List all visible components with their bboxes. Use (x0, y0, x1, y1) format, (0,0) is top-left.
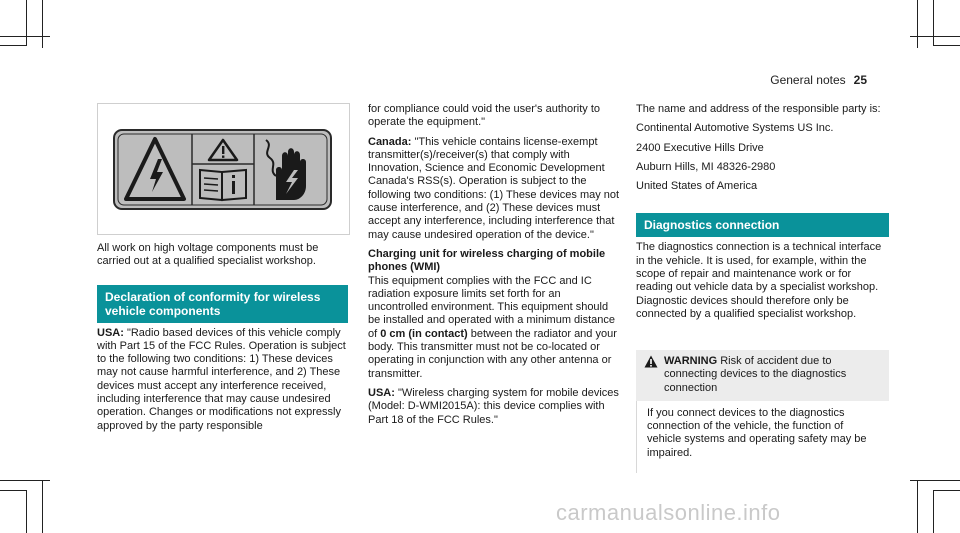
warning-label: WARNING (664, 355, 718, 367)
warning-triangle-icon (644, 355, 664, 395)
address-line: Auburn Hills, MI 48326-2980 (636, 160, 776, 173)
section-name: General notes (770, 73, 846, 87)
address-line: Continental Automotive Systems US Inc. (636, 122, 834, 135)
diagnostics-heading: Diagnostics connection (636, 213, 889, 237)
crop-mark (0, 490, 26, 491)
column-middle (368, 103, 620, 427)
diagnostics-body: The diagnostics connection is a technical interface in the vehicle. It is used, for example, within the scope of repair and maintenance work or for reading out vehicle data by a specialist workshop. Diagnostic devices should therefore only be connected by a qualified specialist workshop. (636, 241, 882, 320)
wmi-paragraph (368, 275, 620, 381)
canada-paragraph (368, 136, 620, 242)
crop-mark (933, 0, 934, 46)
responsible-party-intro: The name and address of the responsible party is: (636, 103, 881, 115)
usa-paragraph (97, 327, 348, 433)
canada-text: "This vehicle contains license-exempt transmitter(s)/receiver(s) that comply with Innovation, Science and Economic Development Canada's RSS(s). Operation is subject to the following two conditions: (1) These devices may not cause interference, and (2) These devices must accept any interference, including interference that may cause undesired operation of the device." (368, 135, 620, 241)
warning-body: If you connect devices to the diagnostics connection of the vehicle, the function of vehicle systems and operating safety may be impaired. (636, 401, 889, 473)
column-right (636, 103, 889, 321)
continuation-text: for compliance could void the user's authority to operate the equipment." (368, 103, 600, 129)
usa-label: USA: (97, 326, 124, 339)
wmi-text-2: between the radiator and your body. This transmitter must not be co-located or operating in conjunction with any other antenna or transmitter. (368, 327, 617, 380)
address-line: United States of America (636, 180, 758, 193)
crop-mark (0, 45, 26, 46)
usa-text: "Radio based devices of this vehicle comply with Part 15 of the FCC Rules. Operation is subject to the following two conditions: 1) These devices may not cause harmful interference, and 2) These devices must accept any interference received, including interference that may cause undesired operation. Changes or modifications not expressly approved by the party responsible (97, 326, 346, 432)
wmi-distance: 0 cm (in contact) (380, 327, 468, 340)
crop-mark (42, 0, 43, 48)
wmi-heading: Charging unit for wireless charging of mobile phones (WMI) (368, 247, 606, 274)
column-left (97, 242, 348, 433)
watermark: carmanualsonline.info (556, 500, 781, 525)
crop-mark (934, 490, 960, 491)
canada-label: Canada: (368, 135, 412, 148)
usa2-paragraph (368, 387, 620, 427)
crop-mark (42, 480, 43, 533)
usa2-text: "Wireless charging system for mobile devices (Model: D-WMI2015A): this device complies with Part 18 of the FCC Rules." (368, 386, 619, 426)
warning-label-figure (97, 103, 350, 235)
crop-mark (26, 490, 27, 533)
high-voltage-warning-label-icon (98, 104, 349, 234)
warning-box (636, 350, 889, 459)
crop-mark (26, 0, 27, 46)
page-number: 25 (853, 73, 867, 87)
crop-mark (917, 0, 918, 48)
section-heading: Declaration of conformity for wireless vehicle components (97, 285, 348, 323)
crop-mark (933, 490, 934, 533)
page-header (770, 73, 867, 87)
figure-caption: All work on high voltage components must be carried out at a qualified specialist workshop. (97, 242, 319, 268)
warning-title: Risk of accident due to connecting devices to the diagnostics connection (664, 355, 847, 394)
usa2-label: USA: (368, 386, 395, 399)
crop-mark (934, 45, 960, 46)
wmi-text-1: This equipment complies with the FCC and IC radiation exposure limits set forth for an uncontrolled environment. This equipment should be installed and operated with a minimum distance of (368, 274, 616, 340)
address-line: 2400 Executive Hills Drive (636, 141, 764, 154)
warning-header (636, 350, 889, 401)
crop-mark (917, 480, 918, 533)
